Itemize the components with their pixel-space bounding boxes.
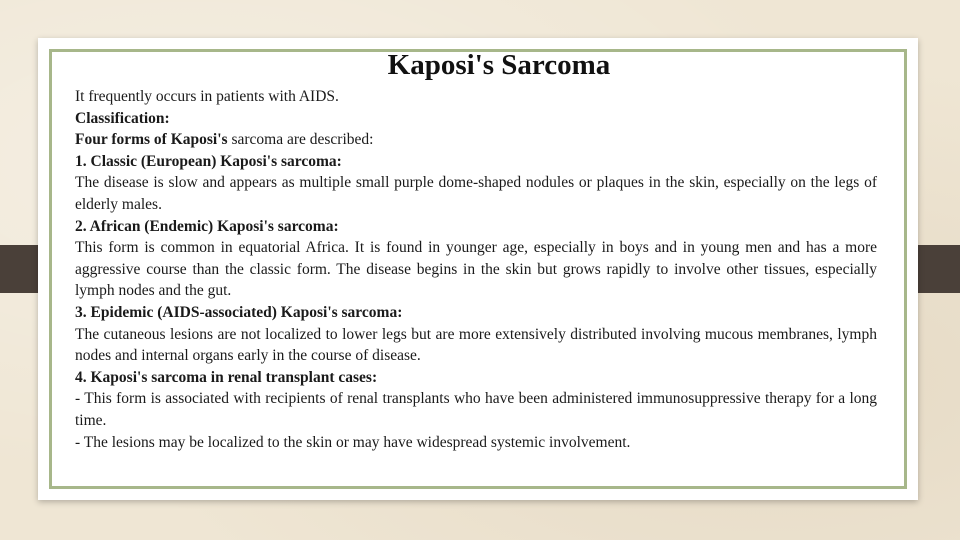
intro-text: It frequently occurs in patients with AIDS. [75, 88, 339, 105]
forms-line [75, 129, 877, 151]
form2-heading: 2. African (Endemic) Kaposi's sarcoma: [75, 217, 339, 235]
forms-bold: Four forms of Kaposi's [75, 131, 228, 149]
form4-point-1: - This form is associated with recipients of renal transplants who have been administered immunosuppressive therapy for a long time. [75, 390, 877, 429]
slide-title: Kaposi's Sarcoma [387, 49, 611, 81]
classification-heading: Classification: [75, 109, 170, 127]
form1-heading: 1. Classic (European) Kaposi's sarcoma: [75, 152, 342, 170]
form1-text: The disease is slow and appears as multiple small purple dome-shaped nodules or plaques in the skin, especially on the legs of elderly males. [75, 174, 877, 213]
form4-heading: 4. Kaposi's sarcoma in renal transplant cases: [75, 368, 378, 386]
form4-point-2: - The lesions may be localized to the skin or may have widespread systemic involvement. [75, 433, 631, 451]
form3-heading: 3. Epidemic (AIDS-associated) Kaposi's sarcoma: [75, 303, 403, 321]
forms-rest: sarcoma are described: [227, 131, 374, 149]
slide-body [75, 86, 877, 453]
form3-text: The cutaneous lesions are not localized to lower legs but are more extensively distributed involving mucous membranes, lymph nodes and internal organs early in the course of disease. [75, 325, 877, 365]
form2-text: This form is common in equatorial Africa. It is found in younger age, especially in boys and in young men and has a more aggressive course than the classic form. The disease begins in the skin but grows rapidly to involve other tissues, especially lymph nodes and the gut. [75, 239, 877, 300]
